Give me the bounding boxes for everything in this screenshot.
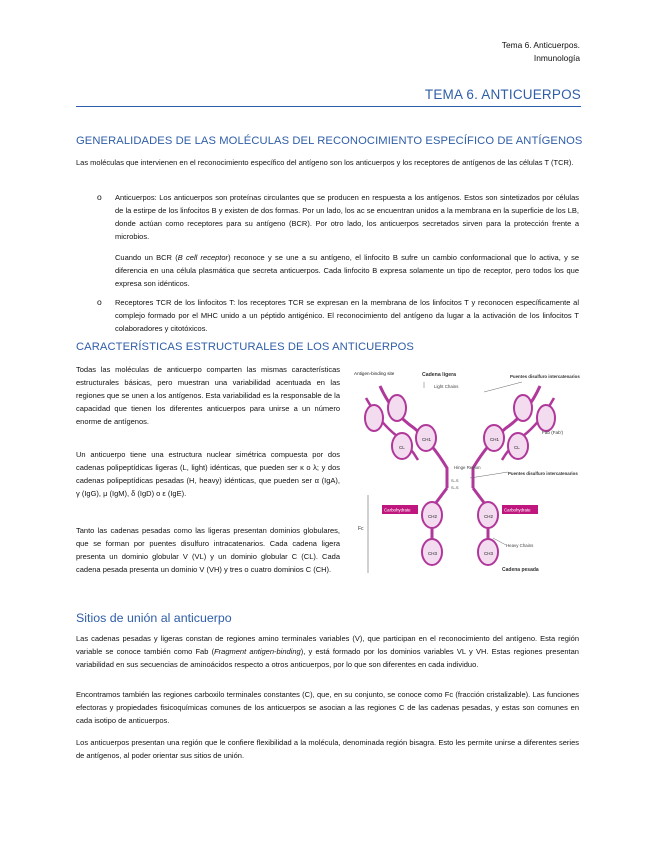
domain-vh-left <box>388 395 406 421</box>
label-antigen-binding-site: Antigen-binding site <box>354 371 395 376</box>
label-ch3-left: CH3 <box>428 551 438 556</box>
label-ch2-right: CH2 <box>484 514 494 519</box>
label-ch1-right: CH1 <box>490 437 500 442</box>
bullet-marker: o <box>97 192 102 202</box>
page-header <box>502 39 580 65</box>
carbohydrate-label-right: Carbohydrate <box>504 507 531 513</box>
section-heading-caracteristicas: CARACTERÍSTICAS ESTRUCTURALES DE LOS ANTICUERPOS <box>76 341 414 353</box>
title-rule <box>76 106 581 107</box>
sitios-paragraph-2: Encontramos también las regiones carboxilo terminales constantes (C), que, en su conjunto, se conoce como Fc (fracción cristalizable). Las funciones efectoras y propiedades fisicoquímicas comunes de los anticuerpos se asocian a las regiones C de las cadenas pesadas, y estas son comunes en cada isotipo de anticuerpos. <box>76 690 579 726</box>
label-cadena-ligera: Cadena ligera <box>422 372 457 378</box>
label-ch1-left: CH1 <box>422 437 432 442</box>
domain-vl-right <box>537 405 555 431</box>
label-cl-left: CL <box>399 445 405 450</box>
bcr-paragraph <box>115 251 579 290</box>
estructura-paragraph-2: Un anticuerpo tiene una estructura nuclear simétrica compuesta por dos cadenas polipeptídicas ligeras (L, light) idénticas, que pueden ser κ o λ; y dos cadenas polipeptídicas pesadas (H, heavy) idénticas, que pueden ser α (IgA), γ (IgG), μ (IgM), δ (IgD) o ε (IgE). <box>76 450 340 499</box>
estructura-paragraph-3: Tanto las cadenas pesadas como las ligeras presentan dominios globulares, que se forman por puentes disulfuro intracatenarios. Cada cadena ligera presenta un dominio globular V (VL) y un dominio globular C (CL). Cada cadena pesada presenta un dominio V (VH) y tres o cuatro dominios C (CH). <box>76 526 340 575</box>
label-puentes-mid: Puentes disulfuro intercatenarios <box>508 471 578 476</box>
leader-line <box>470 472 508 478</box>
antibody-structure-figure <box>352 368 580 582</box>
anticuerpos-item: Anticuerpos: Los anticuerpos son proteínas circulantes que se producen en respuesta a los antígenos. Estos son sintetizados por células de la estirpe de los linfocitos B y existen de dos formas. Por un lado, los ac se encuentran unidos a la membrana en la superficie de los LB, donde actúan como receptores para su antígeno (BCR). Por otro lado, los anticuerpos secretados sirven para la protección frente a microbios. <box>115 193 579 242</box>
disulfide-bond-2: S–S <box>451 485 459 490</box>
fab-italic-term: Fragment antigen-binding <box>214 647 301 657</box>
label-puentes-top: Puentes disulfuro intercatenarios <box>510 374 580 379</box>
label-light-chains: Light Chains <box>434 384 459 389</box>
label-fab: Fab (Fab') <box>542 430 564 435</box>
label-fc: Fc <box>358 526 364 532</box>
section-heading-generalidades: GENERALIDADES DE LAS MOLÉCULAS DEL RECONOCIMIENTO ESPECÍFICO DE ANTÍGENOS <box>76 135 583 147</box>
bcr-italic-term: B cell receptor <box>177 253 229 262</box>
label-ch3-right: CH3 <box>484 551 494 556</box>
bcr-text-end: ) reconoce y se une a su antígeno, el linfocito B sufre un cambio conformacional que lo activa, y se diferencia en una célula plasmática que secreta anticuerpos. Cada linfocito B expresa solamente un tipo de receptor, pero todos los que expresa son idénticos. <box>115 253 580 289</box>
domain-vl-left <box>365 405 383 431</box>
intro-paragraph: Las moléculas que intervienen en el reconocimiento específico del antígeno son los anticuerpos y los receptores de antígenos de las células T (TCR). <box>76 158 574 167</box>
label-ch2-left: CH2 <box>428 514 438 519</box>
bullet-marker: o <box>97 297 102 307</box>
section-heading-sitios-union: Sitios de unión al anticuerpo <box>76 611 232 625</box>
sitios-paragraph-1 <box>76 632 579 671</box>
estructura-paragraph-1: Todas las moléculas de anticuerpo comparten las mismas características estructurales básicas, pero muestran una variabilidad acentuada en las regiones que se unen a los antígenos. Esta variabilidad es la responsable de la capacidad que tienen los diferentes anticuerpos para unirse a un número enorme de antígenos. <box>76 365 340 427</box>
leader-line <box>484 382 522 392</box>
label-heavy-chains: Heavy Chains <box>506 543 534 548</box>
tcr-item: Receptores TCR de los linfocitos T: los receptores TCR se expresan en la membrana de los linfocitos T y reconocen específicamente al complejo formado por el MHC unido a un péptido antigénico. El reconocimiento del antígeno da lugar a la activación de los linfocitos T colaboradores y citotóxicos. <box>115 298 579 334</box>
sitios-paragraph-3: Los anticuerpos presentan una región que le confiere flexibilidad a la molécula, denominada región bisagra. Esto les permite unirse a diferentes series de antígenos, al poder orientar sus sitios de unión. <box>76 738 579 761</box>
label-cl-right: CL <box>514 445 520 450</box>
domain-vh-right <box>514 395 532 421</box>
sitios-text-start: Las cadenas pesadas y ligeras constan de regiones amino terminales variables (V), que participan en el reconocimiento del antígeno. Esta región variable se conoce también como Fab ( <box>76 634 579 657</box>
header-topic: Tema 6. Anticuerpos. <box>501 40 580 50</box>
label-hinge-region: Hinge Region <box>454 465 481 470</box>
carbohydrate-label-left: Carbohydrate <box>384 507 411 513</box>
document-title: TEMA 6. ANTICUERPOS <box>424 87 581 102</box>
sitios-text-end: ), y está formado por los dominios variables VL y VH. Estas regiones presentan variabilidad en sus secuencias de aminoácidos respecto a otros anticuerpos, por lo que son diferentes en cada individuo. <box>76 647 579 670</box>
disulfide-bond-1: S–S <box>451 478 459 483</box>
header-subject: Inmunología <box>533 53 580 63</box>
bcr-text-start: Cuando un BCR ( <box>115 253 178 262</box>
label-cadena-pesada: Cadena pesada <box>502 567 539 573</box>
